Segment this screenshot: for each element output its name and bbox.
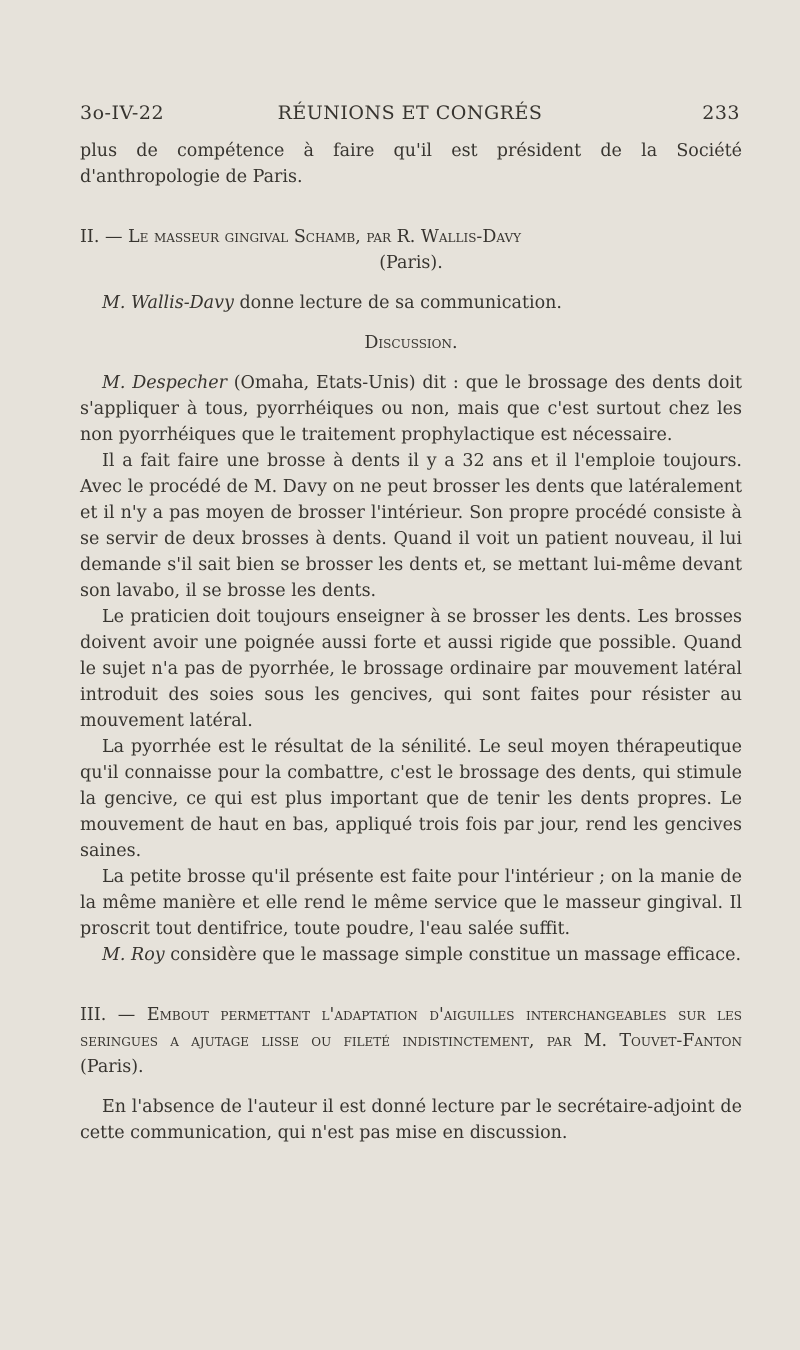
header-title: RÉUNIONS ET CONGRÉS — [277, 102, 543, 124]
section-number: III. — — [80, 1005, 147, 1025]
paragraph-intro: plus de compétence à faire qu'il est président de la Société d'anthropologie de Paris. — [80, 141, 742, 187]
paragraph-wallis-davy — [80, 290, 742, 316]
running-header — [80, 98, 740, 130]
speaker-name: M. Roy — [102, 945, 165, 965]
paragraph-roy — [80, 942, 742, 968]
paragraph-absence: En l'absence de l'auteur il est donné lecture par le secrétaire-adjoint de cette communication, qui n'est pas mise en discussion. — [80, 1097, 742, 1143]
paragraph-pyorrhee: La pyorrhée est le résultat de la sénilité. Le seul moyen thérapeutique qu'il connaisse pour la combattre, c'est le brossage des dents, qui stimule la gencive, ce qui est plus important que de tenir les dents propres. Le mouvement de haut en bas, appliqué trois fois par jour, rend les gencives saines. — [80, 737, 742, 861]
section-place: (Paris). — [379, 253, 443, 273]
paragraph-brosse: Il a fait faire une brosse à dents il y a 32 ans et il l'emploie toujours. Avec le procédé de M. Davy on ne peut brosser les dents que latéralement et il n'y a pas moyen de brosser l'intérieur. Son propre procédé consiste à se servir de deux brosses à dents. Quand il voit un patient nouveau, il lui demande s'il sait bien se brosser les dents et, se mettant lui-même devant son lavabo, il se brosse les dents. — [80, 451, 742, 601]
section-title: Embout permettant l'adaptation d'aiguilles interchangeables sur les seringues a ajutage lisse ou fileté indistinctement, par M. Touvet-Fanton — [80, 1005, 742, 1051]
page-body — [80, 138, 742, 1146]
section-heading-3 — [80, 1002, 742, 1080]
paragraph-text: donne lecture de sa communication. — [233, 293, 562, 313]
paragraph-petite-brosse: La petite brosse qu'il présente est faite pour l'intérieur ; on la manie de la même manière et elle rend le même service que le masseur gingival. Il proscrit tout dentifrice, toute poudre, l'eau salée suffit. — [80, 867, 742, 939]
speaker-name: M. Despecher — [102, 373, 227, 393]
paragraph-text: (Omaha, Etats-Unis) dit : que le brossage des dents doit s'appliquer à tous, pyorrhéiques ou non, mais que c'est surtout chez les non pyorrhéiques que le traitement prophylactique est nécessaire. — [80, 373, 742, 445]
paragraph-praticien: Le praticien doit toujours enseigner à se brosser les dents. Les brosses doivent avoir une poignée aussi forte et aussi rigide que possible. Quand le sujet n'a pas de pyorrhée, le brossage ordinaire par mouvement latéral introduit des soies sous les gencives, qui sont faites pour résister au mouvement latéral. — [80, 607, 742, 731]
page-number: 233 — [702, 102, 740, 124]
discussion-heading: Discussion. — [364, 333, 458, 353]
speaker-name: M. Wallis-Davy — [102, 293, 234, 313]
paragraph-despecher — [80, 370, 742, 448]
paragraph-text: considère que le massage simple constitue un massage efficace. — [164, 945, 742, 965]
section-place: (Paris). — [80, 1057, 144, 1077]
section-heading-2 — [80, 224, 742, 250]
section-number: II. — — [80, 227, 129, 247]
section-title: Le masseur gingival Schamb, par R. Wallis-Davy — [128, 227, 522, 247]
header-date: 3o-IV-22 — [80, 102, 165, 124]
